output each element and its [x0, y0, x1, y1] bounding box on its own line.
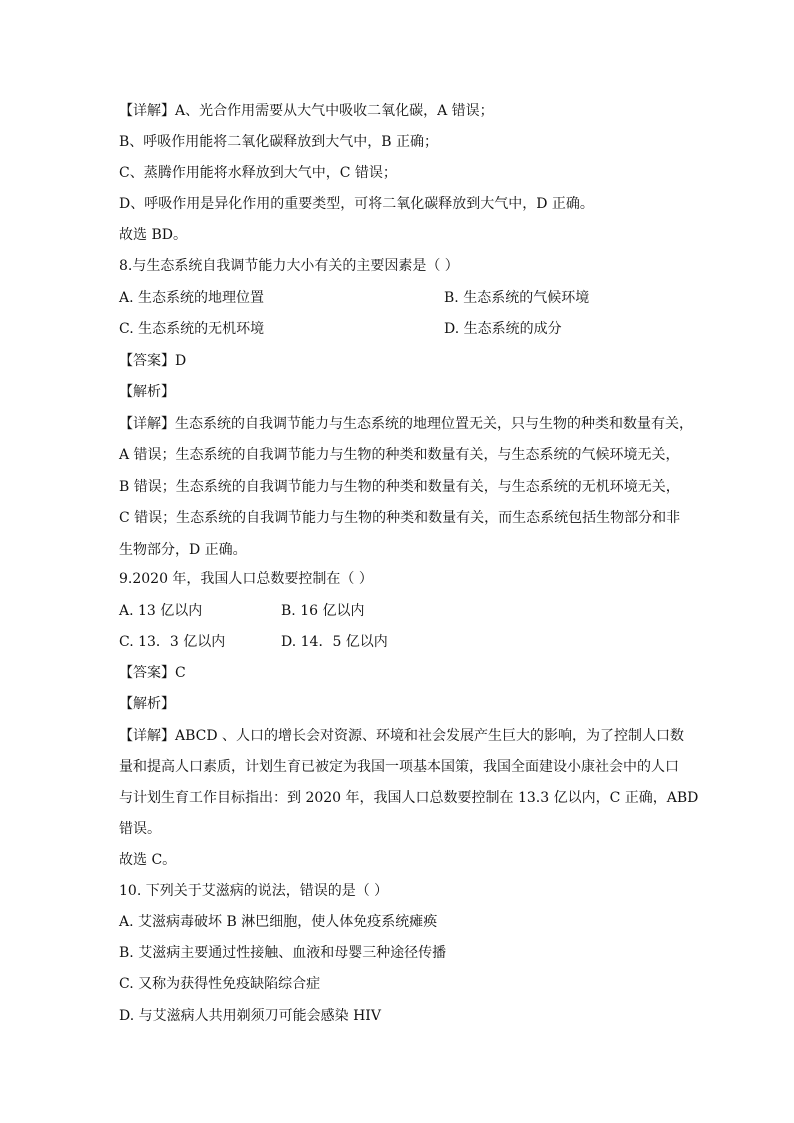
q10-stem: 10. 下列关于艾滋病的说法，错误的是（ ）	[119, 883, 389, 899]
q8-detail-line: C 错误；生态系统的自我调节能力与生物的种类和数量有关，而生态系统包括生物部分和非	[119, 510, 681, 526]
q9-option-c: C. 13．3 亿以内	[119, 634, 226, 650]
q9-stem: 9.2020 年，我国人口总数要控制在（ ）	[119, 571, 373, 587]
q10-option-d: D. 与艾滋病人共用剃须刀可能会感染 HIV	[119, 1008, 381, 1024]
q9-detail-line: 量和提高人口素质，计划生育已被定为我国一项基本国策，我国全面建设小康社会中的人口	[119, 759, 679, 775]
q8-option-a: A. 生态系统的地理位置	[119, 290, 265, 306]
q8-option-d: D. 生态系统的成分	[444, 321, 562, 337]
q8-option-c: C. 生态系统的无机环境	[119, 321, 265, 337]
q9-conclusion: 故选 C。	[119, 852, 177, 868]
q10-option-c: C. 又称为获得性免疫缺陷综合症	[119, 976, 321, 992]
q8-answer: 【答案】D	[119, 353, 187, 369]
q8-stem: 8.与生态系统自我调节能力大小有关的主要因素是（ ）	[119, 258, 459, 274]
q9-option-a: A. 13 亿以内	[119, 603, 203, 619]
q7-conclusion: 故选 BD。	[119, 227, 187, 243]
q9-detail-line: 【详解】ABCD 、人口的增长会对资源、环境和社会发展产生巨大的影响，为了控制人口数	[119, 728, 685, 744]
q8-detail-line: A 错误；生态系统的自我调节能力与生物的种类和数量有关，与生态系统的气候环境无关，	[119, 447, 680, 463]
q8-analysis-label: 【解析】	[119, 384, 175, 400]
q8-option-b: B. 生态系统的气候环境	[444, 290, 590, 306]
q8-detail-line: 生物部分，D 正确。	[119, 542, 247, 558]
q9-detail-line: 错误。	[119, 821, 161, 837]
q9-answer: 【答案】C	[119, 665, 186, 681]
q7-detail-a: 【详解】A、光合作用需要从大气中吸收二氧化碳，A 错误；	[119, 103, 494, 119]
q8-detail-line: 【详解】生态系统的自我调节能力与生态系统的地理位置无关，只与生物的种类和数量有关，	[119, 416, 693, 432]
q9-detail-line: 与计划生育工作目标指出：到 2020 年，我国人口总数要控制在 13.3 亿以内，C 正确，ABD	[119, 790, 699, 806]
q7-detail-c: C、蒸腾作用能将水释放到大气中，C 错误；	[119, 165, 397, 181]
q9-option-d: D. 14．5 亿以内	[281, 634, 388, 650]
q10-option-b: B. 艾滋病主要通过性接触、血液和母婴三种途径传播	[119, 945, 447, 961]
q10-option-a: A. 艾滋病毒破坏 B 淋巴细胞，使人体免疫系统瘫痪	[119, 914, 438, 930]
q8-detail-line: B 错误；生态系统的自我调节能力与生物的种类和数量有关，与生态系统的无机环境无关，	[119, 479, 680, 495]
q9-analysis-label: 【解析】	[119, 696, 175, 712]
q9-option-b: B. 16 亿以内	[281, 603, 365, 619]
q7-detail-b: B、呼吸作用能将二氧化碳释放到大气中，B 正确；	[119, 134, 439, 150]
q7-detail-d: D、呼吸作用是异化作用的重要类型，可将二氧化碳释放到大气中，D 正确。	[119, 196, 594, 212]
